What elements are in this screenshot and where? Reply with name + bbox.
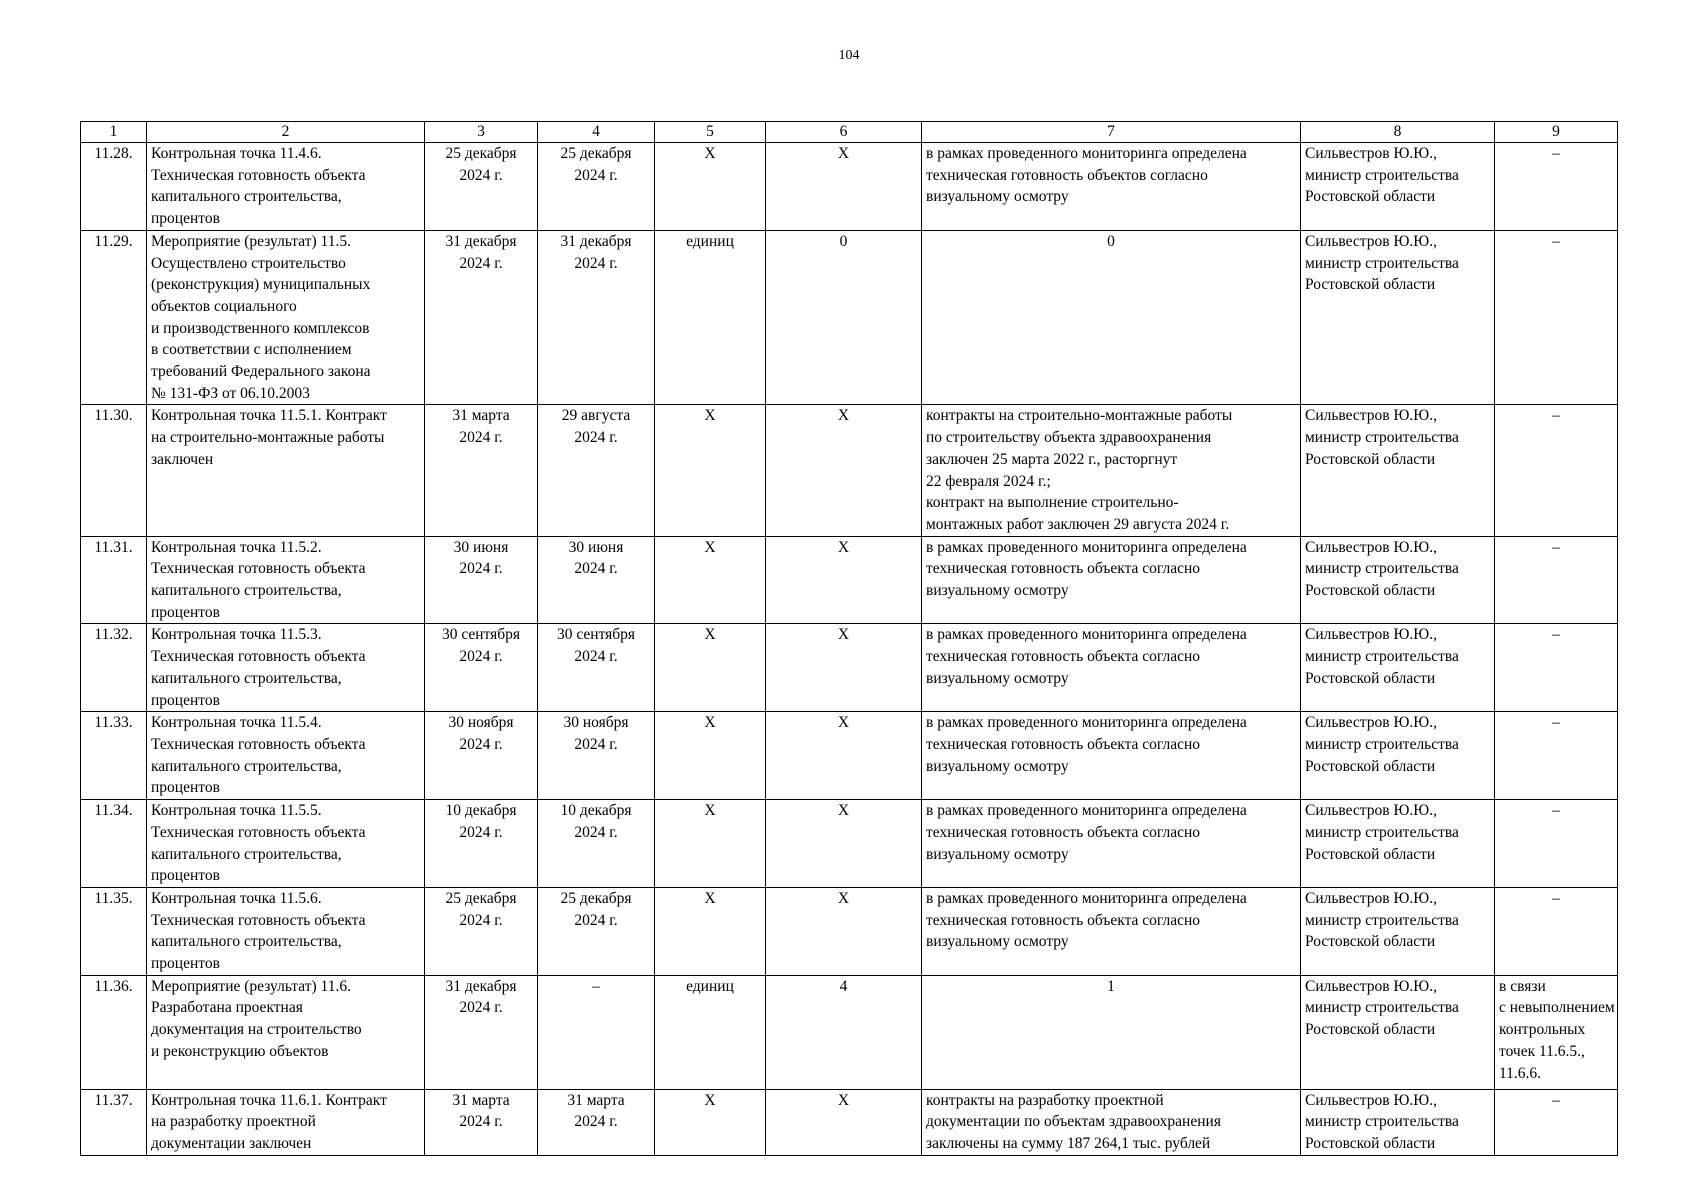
comment-cell: [922, 887, 1301, 975]
actual-date-cell: [538, 536, 655, 624]
name-cell: [147, 1089, 425, 1155]
planned-date-line: 2024 г.: [459, 560, 503, 578]
responsible-cell: [1301, 536, 1495, 624]
planned-date-line: 2024 г.: [459, 735, 503, 753]
name-line: и реконструкцию объектов: [151, 1042, 329, 1060]
column-header: 2: [147, 122, 425, 143]
name-cell: [147, 230, 425, 405]
comment-line: визуальному осмотру: [926, 188, 1069, 206]
plan-value-cell: Х: [766, 624, 922, 712]
actual-date-line: 2024 г.: [574, 254, 618, 272]
name-line: и производственного комплексов: [151, 319, 370, 337]
responsible-line: министр строительства: [1305, 254, 1459, 272]
name-line: процентов: [151, 691, 220, 709]
actual-date-line: 31 декабря: [560, 232, 632, 250]
row-number-cell: 11.28.: [81, 143, 147, 231]
unit-cell: Х: [655, 536, 766, 624]
responsible-line: Ростовской области: [1305, 1135, 1436, 1153]
table-row: [81, 1089, 1618, 1155]
planned-date-line: 2024 г.: [459, 429, 503, 447]
responsible-line: Сильвестров Ю.Ю.,: [1305, 714, 1437, 732]
name-line: № 131-ФЗ от 06.10.2003: [151, 384, 310, 402]
comment-line: визуальному осмотру: [926, 582, 1069, 600]
planned-date-cell: [425, 800, 538, 888]
row-number-cell: 11.35.: [81, 887, 147, 975]
planned-date-line: 2024 г.: [459, 999, 503, 1017]
note-line: –: [1552, 145, 1560, 162]
responsible-line: Ростовской области: [1305, 450, 1436, 468]
name-line: документации заключен: [151, 1135, 312, 1153]
actual-date-cell: [538, 712, 655, 800]
comment-line: в рамках проведенного мониторинга определена: [926, 145, 1247, 162]
comment-line: визуальному осмотру: [926, 933, 1069, 951]
plan-value-cell: Х: [766, 143, 922, 231]
planned-date-cell: [425, 887, 538, 975]
responsible-line: Ростовской области: [1305, 757, 1436, 775]
responsible-line: министр строительства: [1305, 911, 1459, 929]
comment-line: визуальному осмотру: [926, 845, 1069, 863]
name-line: на разработку проектной: [151, 1113, 316, 1131]
table-row: [81, 624, 1618, 712]
column-header: 3: [425, 122, 538, 143]
column-header: 5: [655, 122, 766, 143]
comment-cell: [922, 230, 1301, 405]
note-cell: [1495, 405, 1618, 536]
name-line: Техническая готовность объекта: [151, 823, 366, 841]
name-line: Техническая готовность объекта: [151, 560, 366, 578]
name-line: Осуществлено строительство: [151, 254, 346, 272]
table-row: [81, 712, 1618, 800]
unit-cell: Х: [655, 800, 766, 888]
comment-line: техническая готовность объекта согласно: [926, 911, 1201, 929]
note-cell: [1495, 800, 1618, 888]
row-number-cell: 11.37.: [81, 1089, 147, 1155]
actual-date-line: 30 сентября: [556, 626, 636, 644]
comment-line: визуальному осмотру: [926, 757, 1069, 775]
note-line: –: [1552, 802, 1560, 820]
note-line: –: [1552, 626, 1560, 644]
name-cell: [147, 887, 425, 975]
comment-cell: [922, 1089, 1301, 1155]
name-line: документация на строительство: [151, 1021, 362, 1039]
planned-date-line: 2024 г.: [459, 166, 503, 184]
actual-date-line: 10 декабря: [560, 802, 632, 820]
responsible-cell: [1301, 230, 1495, 405]
responsible-cell: [1301, 975, 1495, 1089]
comment-cell: [922, 712, 1301, 800]
plan-value-cell: Х: [766, 405, 922, 536]
responsible-cell: [1301, 1089, 1495, 1155]
note-line: контрольных: [1499, 1021, 1586, 1039]
comment-line: в рамках проведенного мониторинга определена: [926, 538, 1247, 556]
responsible-line: Сильвестров Ю.Ю.,: [1305, 407, 1437, 425]
row-number-cell: 11.29.: [81, 230, 147, 405]
name-line: Контрольная точка 11.5.6.: [151, 889, 322, 907]
table-row: [81, 143, 1618, 231]
comment-line: в рамках проведенного мониторинга определена: [926, 802, 1247, 820]
responsible-line: Ростовской области: [1305, 933, 1436, 951]
name-cell: [147, 712, 425, 800]
comment-cell: [922, 536, 1301, 624]
planned-date-cell: [425, 1089, 538, 1155]
responsible-line: Ростовской области: [1305, 1021, 1436, 1039]
planned-date-cell: [425, 536, 538, 624]
name-line: Мероприятие (результат) 11.6.: [151, 977, 351, 995]
planned-date-cell: [425, 230, 538, 405]
actual-date-line: 29 августа: [561, 407, 631, 425]
name-line: Контрольная точка 11.5.3.: [151, 626, 322, 644]
name-line: капитального строительства,: [151, 669, 342, 687]
actual-date-cell: [538, 143, 655, 231]
planned-date-line: 31 марта: [452, 407, 510, 425]
comment-line: техническая готовность объектов согласно: [926, 166, 1208, 184]
table-row: [81, 230, 1618, 405]
column-header: 6: [766, 122, 922, 143]
name-line: Контрольная точка 11.5.2.: [151, 538, 322, 556]
responsible-line: Ростовской области: [1305, 669, 1436, 687]
unit-cell: Х: [655, 887, 766, 975]
comment-cell: [922, 405, 1301, 536]
table-row: [81, 975, 1618, 1089]
note-line: с невыполнением: [1499, 999, 1615, 1017]
responsible-line: министр строительства: [1305, 999, 1459, 1017]
comment-line: контракт на выполнение строительно-: [926, 494, 1179, 512]
name-line: процентов: [151, 210, 220, 228]
responsible-line: министр строительства: [1305, 429, 1459, 447]
planned-date-cell: [425, 712, 538, 800]
table-row: [81, 536, 1618, 624]
plan-value-cell: 0: [766, 230, 922, 405]
planned-date-line: 31 декабря: [445, 232, 517, 250]
note-cell: [1495, 536, 1618, 624]
responsible-line: министр строительства: [1305, 560, 1459, 578]
responsible-cell: [1301, 712, 1495, 800]
name-line: Техническая готовность объекта: [151, 911, 366, 929]
name-cell: [147, 975, 425, 1089]
actual-date-line: 2024 г.: [574, 823, 618, 841]
actual-date-line: 2024 г.: [574, 735, 618, 753]
actual-date-cell: [538, 800, 655, 888]
responsible-line: министр строительства: [1305, 166, 1459, 184]
plan-value-cell: Х: [766, 887, 922, 975]
comment-cell: [922, 624, 1301, 712]
responsible-cell: [1301, 405, 1495, 536]
note-line: 11.6.6.: [1499, 1064, 1542, 1082]
actual-date-cell: [538, 405, 655, 536]
row-number-cell: 11.31.: [81, 536, 147, 624]
planned-date-cell: [425, 405, 538, 536]
name-line: капитального строительства,: [151, 188, 342, 206]
name-line: Техническая готовность объекта: [151, 648, 366, 666]
comment-line: 22 февраля 2024 г.;: [926, 472, 1051, 490]
responsible-line: Ростовской области: [1305, 582, 1436, 600]
responsible-line: министр строительства: [1305, 648, 1459, 666]
planned-date-line: 25 декабря: [445, 889, 517, 907]
name-line: капитального строительства,: [151, 582, 342, 600]
actual-date-line: 2024 г.: [574, 911, 618, 929]
name-line: процентов: [151, 867, 220, 885]
name-line: процентов: [151, 779, 220, 797]
column-header: 8: [1301, 122, 1495, 143]
name-line: в соответствии с исполнением: [151, 341, 352, 359]
name-line: Разработана проектная: [151, 999, 303, 1017]
actual-date-line: 2024 г.: [574, 1113, 618, 1131]
name-line: Контрольная точка 11.4.6.: [151, 145, 322, 162]
comment-cell: [922, 800, 1301, 888]
note-cell: [1495, 975, 1618, 1089]
planned-date-line: 2024 г.: [459, 254, 503, 272]
unit-cell: единиц: [655, 230, 766, 405]
row-number-cell: 11.30.: [81, 405, 147, 536]
row-number-cell: 11.36.: [81, 975, 147, 1089]
name-line: Мероприятие (результат) 11.5.: [151, 232, 351, 250]
comment-line: монтажных работ заключен 29 августа 2024 г.: [926, 515, 1230, 533]
column-header: 9: [1495, 122, 1618, 143]
actual-date-cell: [538, 1089, 655, 1155]
actual-date-line: 2024 г.: [574, 560, 618, 578]
name-cell: [147, 800, 425, 888]
comment-line: техническая готовность объекта согласно: [926, 735, 1201, 753]
unit-cell: Х: [655, 1089, 766, 1155]
note-cell: [1495, 143, 1618, 231]
planned-date-line: 30 сентября: [441, 626, 521, 644]
table-row: [81, 887, 1618, 975]
responsible-line: Ростовской области: [1305, 276, 1436, 294]
planned-date-line: 25 декабря: [445, 145, 517, 162]
responsible-line: Сильвестров Ю.Ю.,: [1305, 1091, 1437, 1109]
note-cell: [1495, 712, 1618, 800]
actual-date-cell: [538, 230, 655, 405]
note-line: –: [1552, 232, 1560, 250]
actual-date-line: 25 декабря: [560, 889, 632, 907]
plan-value-cell: Х: [766, 800, 922, 888]
responsible-line: Сильвестров Ю.Ю.,: [1305, 977, 1437, 995]
comment-line: техническая готовность объекта согласно: [926, 648, 1201, 666]
comment-line: визуальному осмотру: [926, 669, 1069, 687]
planned-date-line: 2024 г.: [459, 823, 503, 841]
actual-date-line: 31 марта: [567, 1091, 625, 1109]
name-cell: [147, 405, 425, 536]
planned-date-cell: [425, 624, 538, 712]
planned-date-line: 31 марта: [452, 1091, 510, 1109]
name-line: процентов: [151, 603, 220, 621]
comment-line: в рамках проведенного мониторинга определена: [926, 714, 1247, 732]
note-line: –: [1552, 889, 1560, 907]
comment-line: заключены на сумму 187 264,1 тыс. рублей: [926, 1135, 1211, 1153]
unit-cell: Х: [655, 143, 766, 231]
note-line: –: [1552, 714, 1560, 732]
note-cell: [1495, 230, 1618, 405]
name-line: Контрольная точка 11.6.1. Контракт: [151, 1091, 387, 1109]
comment-cell: [922, 975, 1301, 1089]
planned-date-line: 31 декабря: [445, 977, 517, 995]
control-points-table: [80, 121, 1618, 1156]
row-number-cell: 11.33.: [81, 712, 147, 800]
plan-value-cell: Х: [766, 712, 922, 800]
name-line: объектов социального: [151, 297, 297, 315]
comment-line: заключен 25 марта 2022 г., расторгнут: [926, 450, 1178, 468]
planned-date-line: 2024 г.: [459, 1113, 503, 1131]
comment-line: контракты на строительно-монтажные работы: [926, 407, 1233, 425]
comment-line: 0: [1107, 232, 1115, 250]
note-line: –: [1552, 538, 1560, 556]
name-line: требований Федерального закона: [151, 363, 371, 381]
planned-date-cell: [425, 143, 538, 231]
responsible-line: Сильвестров Ю.Ю.,: [1305, 889, 1437, 907]
planned-date-line: 10 декабря: [445, 802, 517, 820]
responsible-line: Сильвестров Ю.Ю.,: [1305, 145, 1437, 162]
name-line: Контрольная точка 11.5.5.: [151, 802, 322, 820]
name-line: Контрольная точка 11.5.1. Контракт: [151, 407, 387, 425]
responsible-cell: [1301, 624, 1495, 712]
name-line: Техническая готовность объекта: [151, 166, 366, 184]
actual-date-line: 25 декабря: [560, 145, 632, 162]
actual-date-line: 2024 г.: [574, 429, 618, 447]
unit-cell: Х: [655, 624, 766, 712]
name-cell: [147, 624, 425, 712]
comment-line: в рамках проведенного мониторинга определена: [926, 889, 1247, 907]
comment-line: документации по объектам здравоохранения: [926, 1113, 1221, 1131]
plan-value-cell: Х: [766, 536, 922, 624]
actual-date-line: 30 ноября: [563, 714, 629, 732]
responsible-line: министр строительства: [1305, 823, 1459, 841]
responsible-cell: [1301, 143, 1495, 231]
comment-line: 1: [1107, 977, 1115, 995]
planned-date-cell: [425, 975, 538, 1089]
column-header: 4: [538, 122, 655, 143]
actual-date-line: 2024 г.: [574, 648, 618, 666]
unit-cell: Х: [655, 405, 766, 536]
name-line: заключен: [151, 450, 214, 468]
name-line: капитального строительства,: [151, 933, 342, 951]
comment-line: по строительству объекта здравоохранения: [926, 429, 1212, 447]
unit-cell: единиц: [655, 975, 766, 1089]
name-line: на строительно-монтажные работы: [151, 429, 385, 447]
comment-line: в рамках проведенного мониторинга определена: [926, 626, 1247, 644]
table-row: [81, 800, 1618, 888]
name-line: Контрольная точка 11.5.4.: [151, 714, 322, 732]
note-cell: [1495, 887, 1618, 975]
name-line: капитального строительства,: [151, 845, 342, 863]
responsible-line: Сильвестров Ю.Ю.,: [1305, 232, 1437, 250]
plan-value-cell: 4: [766, 975, 922, 1089]
note-line: в связи: [1499, 977, 1546, 995]
actual-date-line: –: [592, 977, 600, 995]
responsible-cell: [1301, 800, 1495, 888]
comment-line: контракты на разработку проектной: [926, 1091, 1164, 1109]
responsible-line: Сильвестров Ю.Ю.,: [1305, 802, 1437, 820]
name-line: (реконструкция) муниципальных: [151, 276, 371, 294]
name-line: Техническая готовность объекта: [151, 735, 366, 753]
comment-line: техническая готовность объекта согласно: [926, 823, 1201, 841]
note-line: точек 11.6.5.,: [1499, 1042, 1585, 1060]
responsible-line: министр строительства: [1305, 735, 1459, 753]
note-line: –: [1552, 1091, 1560, 1109]
planned-date-line: 30 июня: [453, 538, 509, 556]
comment-cell: [922, 143, 1301, 231]
actual-date-cell: [538, 624, 655, 712]
planned-date-line: 2024 г.: [459, 648, 503, 666]
actual-date-cell: [538, 975, 655, 1089]
responsible-cell: [1301, 887, 1495, 975]
column-numbers-row: [81, 122, 1618, 143]
actual-date-line: 30 июня: [568, 538, 624, 556]
responsible-line: Ростовской области: [1305, 845, 1436, 863]
responsible-line: Сильвестров Ю.Ю.,: [1305, 538, 1437, 556]
planned-date-line: 2024 г.: [459, 911, 503, 929]
name-cell: [147, 536, 425, 624]
name-line: капитального строительства,: [151, 757, 342, 775]
column-header: 1: [81, 122, 147, 143]
actual-date-cell: [538, 887, 655, 975]
plan-value-cell: Х: [766, 1089, 922, 1155]
responsible-line: министр строительства: [1305, 1113, 1459, 1131]
row-number-cell: 11.32.: [81, 624, 147, 712]
page-number: 104: [838, 48, 860, 63]
name-line: процентов: [151, 955, 220, 973]
actual-date-line: 2024 г.: [574, 166, 618, 184]
responsible-line: Сильвестров Ю.Ю.,: [1305, 626, 1437, 644]
column-header: 7: [922, 122, 1301, 143]
row-number-cell: 11.34.: [81, 800, 147, 888]
name-cell: [147, 143, 425, 231]
note-cell: [1495, 1089, 1618, 1155]
responsible-line: Ростовской области: [1305, 188, 1436, 206]
table-row: [81, 405, 1618, 536]
note-line: –: [1552, 407, 1560, 425]
unit-cell: Х: [655, 712, 766, 800]
planned-date-line: 30 ноября: [448, 714, 514, 732]
note-cell: [1495, 624, 1618, 712]
comment-line: техническая готовность объекта согласно: [926, 560, 1201, 578]
